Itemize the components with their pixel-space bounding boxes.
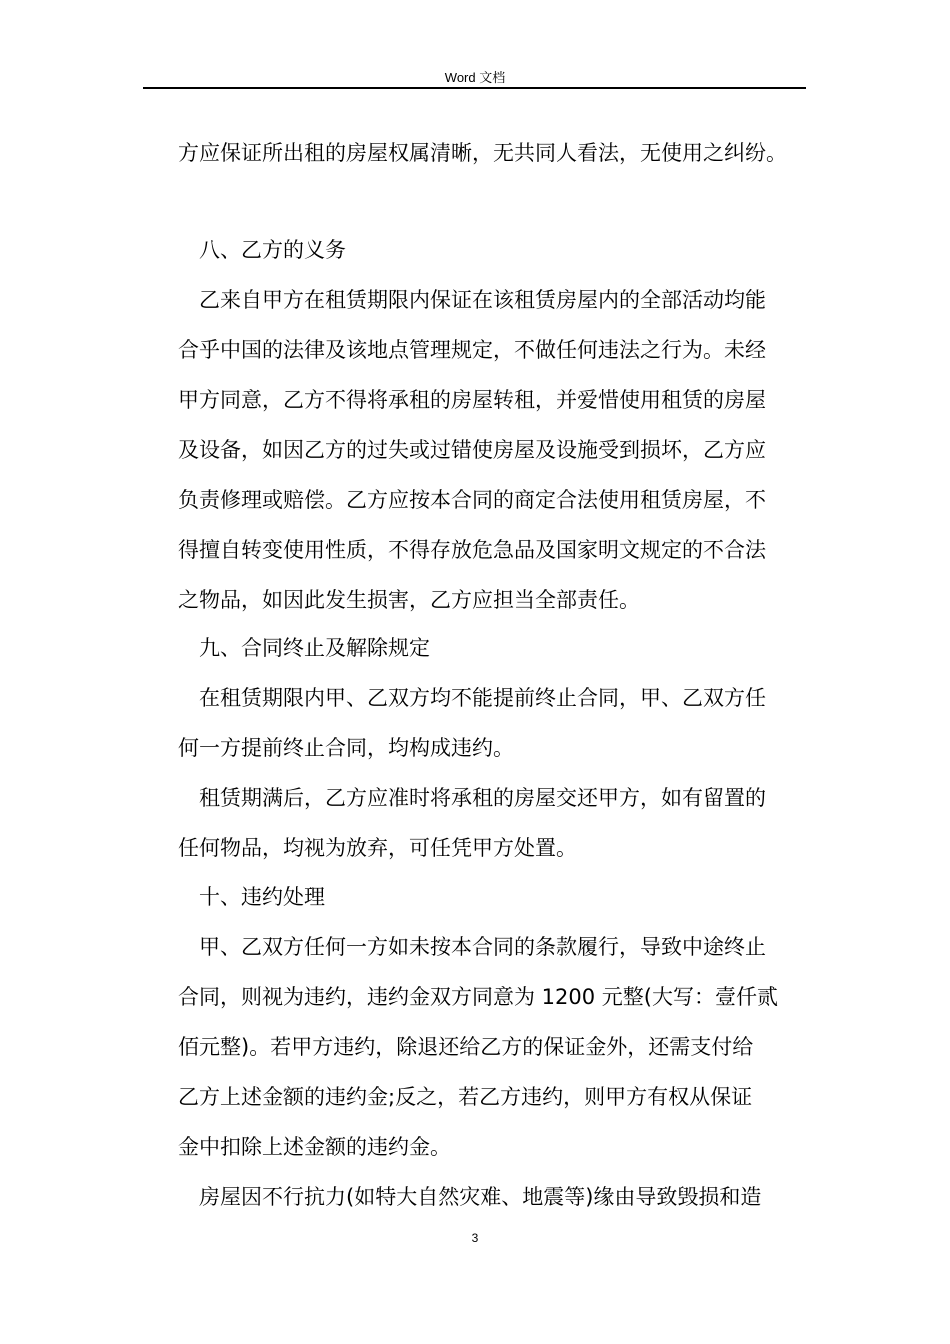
body-line: 得擅自转变使用性质，不得存放危急品及国家明文规定的不合法 (178, 538, 766, 562)
body-line: 乙来自甲方在租赁期限内保证在该租赁房屋内的全部活动均能 (199, 288, 766, 312)
body-line: 金中扣除上述金额的违约金。 (178, 1135, 451, 1159)
body-line: 之物品，如因此发生损害，乙方应担当全部责任。 (178, 588, 640, 612)
body-line: 合同，则视为违约，违约金双方同意为 1200 元整(大写：壹仟贰 (178, 985, 778, 1009)
body-line: 租赁期满后，乙方应准时将承租的房屋交还甲方，如有留置的 (199, 786, 766, 810)
body-line: 乙方上述金额的违约金;反之，若乙方违约，则甲方有权从保证 (178, 1085, 753, 1109)
body-line: 合乎中国的法律及该地点管理规定，不做任何违法之行为。未经 (178, 338, 766, 362)
body-line: 甲方同意，乙方不得将承租的房屋转租，并爱惜使用租赁的房屋 (178, 388, 766, 412)
body-line: 房屋因不行抗力(如特大自然灾难、地震等)缘由导致毁损和造 (199, 1185, 762, 1209)
header-divider (143, 87, 806, 89)
page-header: Word 文档 (444, 70, 506, 85)
section-heading: 九、合同终止及解除规定 (199, 636, 430, 660)
body-line: 负责修理或赔偿。乙方应按本合同的商定合法使用租赁房屋，不 (178, 488, 766, 512)
body-line: 甲、乙双方任何一方如未按本合同的条款履行，导致中途终止 (199, 935, 766, 959)
body-line: 何一方提前终止合同，均构成违约。 (178, 736, 514, 760)
body-line: 任何物品，均视为放弃，可任凭甲方处置。 (178, 836, 577, 860)
body-line: 及设备，如因乙方的过失或过错使房屋及设施受到损坏，乙方应 (178, 438, 766, 462)
body-line: 佰元整)。若甲方违约，除退还给乙方的保证金外，还需支付给 (178, 1035, 754, 1059)
section-heading: 八、乙方的义务 (199, 238, 346, 262)
body-line: 方应保证所出租的房屋权属清晰，无共同人看法，无使用之纠纷。 (178, 141, 787, 165)
page-number: 3 (471, 1231, 479, 1245)
section-heading: 十、违约处理 (199, 885, 325, 909)
body-line: 在租赁期限内甲、乙双方均不能提前终止合同，甲、乙双方任 (199, 686, 766, 710)
